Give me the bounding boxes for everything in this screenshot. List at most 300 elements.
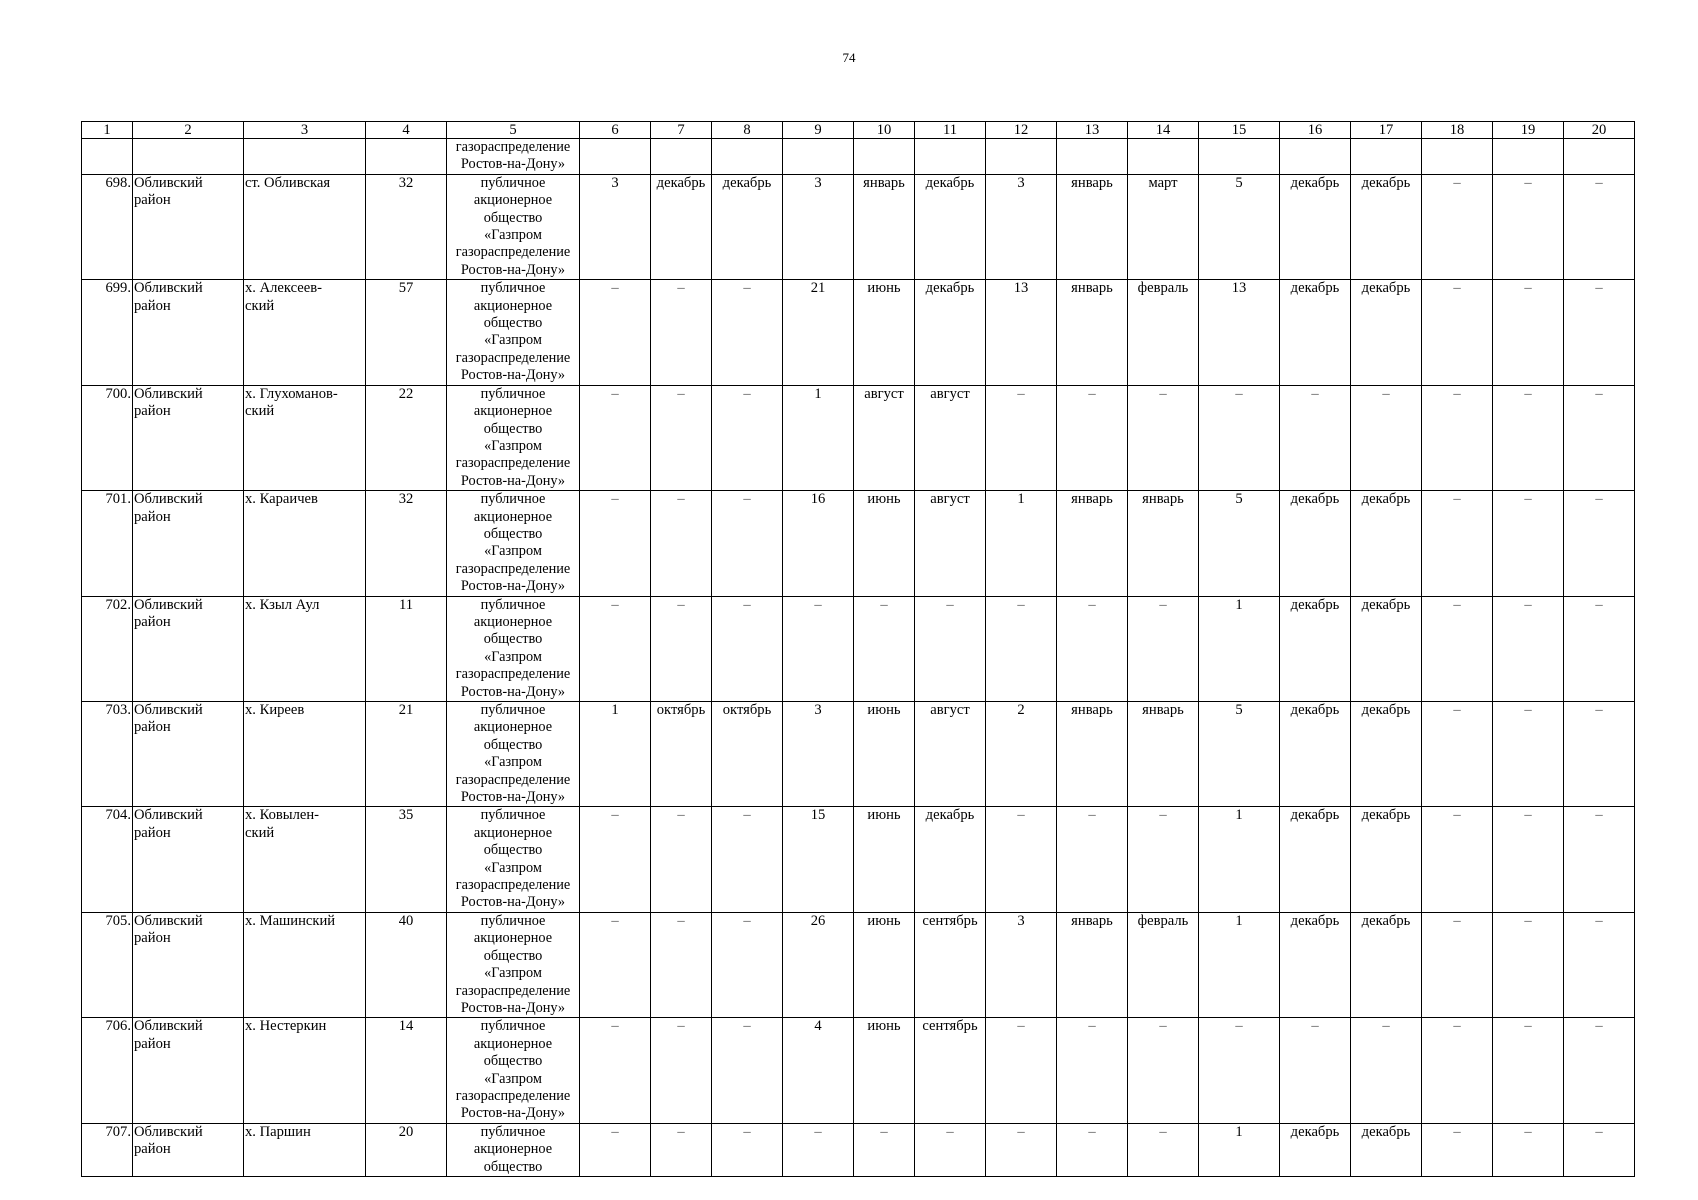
- cell-line: ский: [245, 297, 275, 314]
- cell-line: район: [134, 1035, 171, 1052]
- value-cell: июнь: [854, 491, 915, 596]
- table-row: [82, 491, 1635, 596]
- row-number: 704.: [82, 807, 133, 912]
- value-cell: –: [1351, 385, 1422, 490]
- count-cell: 20: [366, 1123, 447, 1176]
- column-number: 8: [712, 122, 783, 139]
- value-cell: январь: [1128, 491, 1199, 596]
- value-cell: –: [1057, 596, 1128, 701]
- column-number: 9: [783, 122, 854, 139]
- count-cell: 32: [366, 174, 447, 279]
- value-cell: август: [854, 385, 915, 490]
- value-cell: декабрь: [1280, 174, 1351, 279]
- cell-line: «Газпром: [484, 1070, 542, 1087]
- value-cell: –: [915, 596, 986, 701]
- value-cell: –: [986, 385, 1057, 490]
- value-cell: –: [712, 280, 783, 385]
- cell-line: публичное: [480, 807, 546, 824]
- table-cell: [651, 139, 712, 175]
- locality-cell: [244, 807, 366, 912]
- locality-cell: [244, 1123, 366, 1176]
- table-cell: [133, 139, 244, 175]
- count-cell: 11: [366, 596, 447, 701]
- value-cell: –: [1422, 174, 1493, 279]
- value-cell: –: [1564, 912, 1635, 1017]
- district-cell: [133, 385, 244, 490]
- value-cell: –: [1493, 491, 1564, 596]
- cell-line: газораспределение: [455, 244, 571, 261]
- value-cell: декабрь: [712, 174, 783, 279]
- cell-line: публичное: [480, 702, 546, 718]
- column-number: 10: [854, 122, 915, 139]
- value-cell: –: [1422, 280, 1493, 385]
- table-row: [82, 385, 1635, 490]
- row-number: 698.: [82, 174, 133, 279]
- column-number-row: [82, 122, 1635, 139]
- count-cell: 40: [366, 912, 447, 1017]
- value-cell: декабрь: [915, 280, 986, 385]
- value-cell: –: [1422, 596, 1493, 701]
- column-number: 15: [1199, 122, 1280, 139]
- value-cell: –: [986, 596, 1057, 701]
- value-cell: –: [712, 491, 783, 596]
- column-number: 13: [1057, 122, 1128, 139]
- cell-line: публичное: [480, 385, 546, 402]
- value-cell: декабрь: [1280, 280, 1351, 385]
- cell-line: публичное: [480, 596, 546, 613]
- cell-line: Обливский: [134, 174, 203, 191]
- cell-line: Обливский: [134, 596, 203, 613]
- cell-line: акционерное: [473, 508, 553, 525]
- value-cell: –: [1128, 1018, 1199, 1123]
- table-cell: [580, 139, 651, 175]
- value-cell: 1: [580, 702, 651, 807]
- value-cell: 15: [783, 807, 854, 912]
- value-cell: –: [1057, 1018, 1128, 1123]
- organization-cell: [447, 1018, 580, 1123]
- district-cell: [133, 174, 244, 279]
- value-cell: –: [1564, 491, 1635, 596]
- value-cell: январь: [1128, 702, 1199, 807]
- value-cell: декабрь: [1280, 491, 1351, 596]
- cell-line: «Газпром: [484, 543, 542, 560]
- value-cell: –: [1493, 702, 1564, 807]
- cell-line: район: [134, 297, 171, 314]
- value-cell: июнь: [854, 1018, 915, 1123]
- cell-line: х. Паршин: [245, 1123, 311, 1140]
- cell-line: х. Караичев: [245, 491, 318, 508]
- cell-line: Ростов-на-Дону»: [460, 472, 566, 489]
- cell-line: газораспределение: [455, 560, 571, 577]
- value-cell: –: [651, 385, 712, 490]
- value-cell: январь: [1057, 912, 1128, 1017]
- cell-line: х. Кзыл Аул: [245, 596, 320, 613]
- cell-line: район: [134, 192, 171, 209]
- cell-line: х. Нестеркин: [245, 1018, 327, 1035]
- table-cell: [1128, 139, 1199, 175]
- value-cell: 3: [580, 174, 651, 279]
- value-cell: –: [1564, 702, 1635, 807]
- value-cell: –: [1493, 1018, 1564, 1123]
- value-cell: –: [1057, 807, 1128, 912]
- table-row: [82, 912, 1635, 1017]
- value-cell: декабрь: [1280, 1123, 1351, 1176]
- value-cell: декабрь: [1351, 912, 1422, 1017]
- organization-cell: [447, 1123, 580, 1176]
- value-cell: –: [1280, 385, 1351, 490]
- value-cell: сентябрь: [915, 912, 986, 1017]
- column-number: 7: [651, 122, 712, 139]
- row-number: 701.: [82, 491, 133, 596]
- value-cell: –: [1199, 1018, 1280, 1123]
- count-cell: 14: [366, 1018, 447, 1123]
- district-cell: [133, 807, 244, 912]
- value-cell: –: [1422, 1018, 1493, 1123]
- value-cell: –: [986, 1123, 1057, 1176]
- value-cell: 1: [1199, 912, 1280, 1017]
- cell-line: публичное: [480, 280, 546, 297]
- cell-line: общество: [483, 736, 543, 753]
- value-cell: март: [1128, 174, 1199, 279]
- cell-line: х. Киреев: [245, 702, 305, 718]
- value-cell: август: [915, 491, 986, 596]
- cell-line: х. Машинский: [245, 912, 336, 929]
- table-row: [82, 1018, 1635, 1123]
- cell-line: «Газпром: [484, 332, 542, 349]
- locality-cell: [244, 912, 366, 1017]
- cell-line: «Газпром: [484, 965, 542, 982]
- value-cell: –: [1493, 596, 1564, 701]
- table-row: [82, 1123, 1635, 1176]
- cell-line: Обливский: [134, 280, 203, 297]
- district-cell: [133, 280, 244, 385]
- cell-line: «Газпром: [484, 437, 542, 454]
- value-cell: –: [783, 596, 854, 701]
- cell-line: Ростов-на-Дону»: [460, 578, 566, 595]
- cell-line: Обливский: [134, 1123, 203, 1140]
- value-cell: –: [580, 807, 651, 912]
- table-row: [82, 807, 1635, 912]
- value-cell: август: [915, 385, 986, 490]
- row-number: 707.: [82, 1123, 133, 1176]
- table-cell: [1280, 139, 1351, 175]
- organization-cell: [447, 807, 580, 912]
- cell-line: Ростов-на-Дону»: [460, 156, 566, 173]
- value-cell: декабрь: [1351, 1123, 1422, 1176]
- locality-cell: [244, 1018, 366, 1123]
- table-cell: [915, 139, 986, 175]
- locality-cell: [244, 280, 366, 385]
- value-cell: –: [580, 491, 651, 596]
- value-cell: –: [651, 1018, 712, 1123]
- value-cell: январь: [1057, 174, 1128, 279]
- district-cell: [133, 491, 244, 596]
- value-cell: 5: [1199, 491, 1280, 596]
- value-cell: 5: [1199, 174, 1280, 279]
- cell-line: общество: [483, 631, 543, 648]
- table-cell: [244, 139, 366, 175]
- cell-line: Обливский: [134, 385, 203, 402]
- value-cell: –: [712, 912, 783, 1017]
- value-cell: –: [1422, 912, 1493, 1017]
- data-table: [81, 121, 1635, 1177]
- cell-line: район: [134, 508, 171, 525]
- column-number: 20: [1564, 122, 1635, 139]
- cell-line: газораспределение: [455, 982, 571, 999]
- value-cell: –: [712, 596, 783, 701]
- locality-cell: [244, 174, 366, 279]
- column-number: 17: [1351, 122, 1422, 139]
- value-cell: –: [1128, 385, 1199, 490]
- value-cell: сентябрь: [915, 1018, 986, 1123]
- value-cell: –: [712, 385, 783, 490]
- column-number: 2: [133, 122, 244, 139]
- column-number: 1: [82, 122, 133, 139]
- value-cell: декабрь: [915, 807, 986, 912]
- cell-line: Обливский: [134, 1018, 203, 1035]
- cell-line: х. Ковылен-: [245, 807, 320, 824]
- value-cell: –: [1351, 1018, 1422, 1123]
- value-cell: 1: [1199, 596, 1280, 701]
- value-cell: январь: [1057, 280, 1128, 385]
- column-number: 6: [580, 122, 651, 139]
- count-cell: 35: [366, 807, 447, 912]
- cell-line: акционерное: [473, 192, 553, 209]
- district-cell: [133, 702, 244, 807]
- cell-line: х. Алексеев-: [245, 280, 322, 297]
- value-cell: 1: [783, 385, 854, 490]
- table-cell: [1351, 139, 1422, 175]
- value-cell: 21: [783, 280, 854, 385]
- value-cell: –: [580, 1123, 651, 1176]
- value-cell: 3: [986, 174, 1057, 279]
- cell-line: акционерное: [473, 297, 553, 314]
- cell-line: общество: [483, 525, 543, 542]
- cell-line: «Газпром: [484, 754, 542, 771]
- value-cell: –: [1564, 1018, 1635, 1123]
- cell-line: публичное: [480, 1123, 546, 1140]
- cell-line: газораспределение: [455, 666, 571, 683]
- value-cell: –: [580, 912, 651, 1017]
- table-cell: [1422, 139, 1493, 175]
- value-cell: декабрь: [1351, 807, 1422, 912]
- value-cell: –: [1493, 912, 1564, 1017]
- cell-line: Ростов-на-Дону»: [460, 1105, 566, 1122]
- district-cell: [133, 912, 244, 1017]
- cell-line: публичное: [480, 491, 546, 508]
- value-cell: июнь: [854, 702, 915, 807]
- cell-line: акционерное: [473, 719, 553, 736]
- table-row: [82, 702, 1635, 807]
- value-cell: –: [1564, 1123, 1635, 1176]
- organization-cell: [447, 491, 580, 596]
- column-number: 4: [366, 122, 447, 139]
- value-cell: –: [712, 1018, 783, 1123]
- value-cell: –: [651, 280, 712, 385]
- table-cell: [783, 139, 854, 175]
- column-number: 11: [915, 122, 986, 139]
- table-cell: [366, 139, 447, 175]
- cell-line: газораспределение: [455, 349, 571, 366]
- value-cell: декабрь: [1280, 702, 1351, 807]
- value-cell: –: [783, 1123, 854, 1176]
- cell-line: публичное: [480, 1018, 546, 1035]
- value-cell: –: [1422, 807, 1493, 912]
- cell-line: общество: [483, 209, 543, 226]
- row-number: 699.: [82, 280, 133, 385]
- value-cell: –: [986, 1018, 1057, 1123]
- value-cell: июнь: [854, 912, 915, 1017]
- value-cell: 1: [986, 491, 1057, 596]
- cell-line: публичное: [480, 174, 546, 191]
- cell-line: газораспределение: [455, 1087, 571, 1104]
- organization-cell: [447, 385, 580, 490]
- cell-line: публичное: [480, 912, 546, 929]
- value-cell: июнь: [854, 807, 915, 912]
- value-cell: декабрь: [1351, 174, 1422, 279]
- column-number: 14: [1128, 122, 1199, 139]
- district-cell: [133, 1018, 244, 1123]
- column-number: 12: [986, 122, 1057, 139]
- value-cell: октябрь: [712, 702, 783, 807]
- cell-line: Обливский: [134, 807, 203, 824]
- cell-line: Ростов-на-Дону»: [460, 683, 566, 700]
- locality-cell: [244, 596, 366, 701]
- value-cell: декабрь: [915, 174, 986, 279]
- table-cell: [986, 139, 1057, 175]
- value-cell: июнь: [854, 280, 915, 385]
- row-number: 702.: [82, 596, 133, 701]
- value-cell: –: [1493, 280, 1564, 385]
- table-cell: [1057, 139, 1128, 175]
- value-cell: –: [1280, 1018, 1351, 1123]
- value-cell: 16: [783, 491, 854, 596]
- cell-line: Обливский: [134, 702, 203, 718]
- cell-line: газораспределение: [455, 771, 571, 788]
- table-cell: [1564, 139, 1635, 175]
- district-cell: [133, 596, 244, 701]
- cell-line: ский: [245, 403, 275, 420]
- value-cell: –: [986, 807, 1057, 912]
- value-cell: –: [1493, 385, 1564, 490]
- locality-cell: [244, 385, 366, 490]
- cell-line: акционерное: [473, 930, 553, 947]
- value-cell: январь: [854, 174, 915, 279]
- value-cell: –: [580, 1018, 651, 1123]
- count-cell: 57: [366, 280, 447, 385]
- value-cell: август: [915, 702, 986, 807]
- table-row: [82, 596, 1635, 701]
- value-cell: 13: [986, 280, 1057, 385]
- value-cell: декабрь: [1351, 280, 1422, 385]
- row-number: 703.: [82, 702, 133, 807]
- cell-line: район: [134, 824, 171, 841]
- value-cell: –: [1564, 385, 1635, 490]
- value-cell: январь: [1057, 702, 1128, 807]
- cell-line: район: [134, 613, 171, 630]
- cell-line: ский: [245, 824, 275, 841]
- cell-line: общество: [483, 420, 543, 437]
- column-number: 19: [1493, 122, 1564, 139]
- table-cell: [854, 139, 915, 175]
- value-cell: 3: [783, 702, 854, 807]
- cell-line: общество: [483, 842, 543, 859]
- cell-line: район: [134, 930, 171, 947]
- cell-line: акционерное: [473, 1035, 553, 1052]
- value-cell: 1: [1199, 807, 1280, 912]
- cell-line: газораспределение: [455, 877, 571, 894]
- value-cell: декабрь: [1351, 596, 1422, 701]
- value-cell: –: [854, 1123, 915, 1176]
- cell-line: район: [134, 719, 171, 736]
- cell-line: общество: [483, 1158, 543, 1175]
- value-cell: –: [651, 912, 712, 1017]
- cell-line: ст. Обливская: [245, 174, 331, 191]
- column-number: 3: [244, 122, 366, 139]
- value-cell: –: [1422, 491, 1493, 596]
- column-number: 16: [1280, 122, 1351, 139]
- table-row: [82, 280, 1635, 385]
- value-cell: –: [651, 807, 712, 912]
- organization-cell: [447, 174, 580, 279]
- column-number: 5: [447, 122, 580, 139]
- value-cell: –: [1564, 596, 1635, 701]
- value-cell: 3: [783, 174, 854, 279]
- value-cell: –: [1128, 596, 1199, 701]
- cell-line: акционерное: [473, 613, 553, 630]
- value-cell: –: [854, 596, 915, 701]
- cell-line: «Газпром: [484, 227, 542, 244]
- locality-cell: [244, 702, 366, 807]
- value-cell: –: [651, 596, 712, 701]
- organization-cell: [447, 280, 580, 385]
- value-cell: –: [1422, 385, 1493, 490]
- table-body: [82, 122, 1635, 1177]
- value-cell: январь: [1057, 491, 1128, 596]
- cell-line: акционерное: [473, 403, 553, 420]
- table-cell: [1199, 139, 1280, 175]
- value-cell: –: [1057, 385, 1128, 490]
- value-cell: –: [712, 1123, 783, 1176]
- row-number: 706.: [82, 1018, 133, 1123]
- organization-cell: [447, 702, 580, 807]
- value-cell: –: [1564, 807, 1635, 912]
- page-number: 74: [842, 50, 856, 65]
- value-cell: декабрь: [651, 174, 712, 279]
- locality-cell: [244, 491, 366, 596]
- value-cell: –: [651, 1123, 712, 1176]
- value-cell: декабрь: [1280, 596, 1351, 701]
- cell-line: Обливский: [134, 912, 203, 929]
- value-cell: –: [1493, 174, 1564, 279]
- organization-cell: [447, 596, 580, 701]
- value-cell: –: [580, 596, 651, 701]
- value-cell: –: [1564, 174, 1635, 279]
- value-cell: 13: [1199, 280, 1280, 385]
- cell-line: газораспределение: [455, 455, 571, 472]
- cell-line: Ростов-на-Дону»: [460, 894, 566, 911]
- cell-line: общество: [483, 315, 543, 332]
- cell-line: район: [134, 1141, 171, 1158]
- district-cell: [133, 1123, 244, 1176]
- cell-line: Ростов-на-Дону»: [460, 999, 566, 1016]
- cell-line: «Газпром: [484, 859, 542, 876]
- value-cell: декабрь: [1280, 807, 1351, 912]
- value-cell: 5: [1199, 702, 1280, 807]
- cell-line: газораспределение: [455, 139, 571, 155]
- value-cell: –: [1199, 385, 1280, 490]
- value-cell: 26: [783, 912, 854, 1017]
